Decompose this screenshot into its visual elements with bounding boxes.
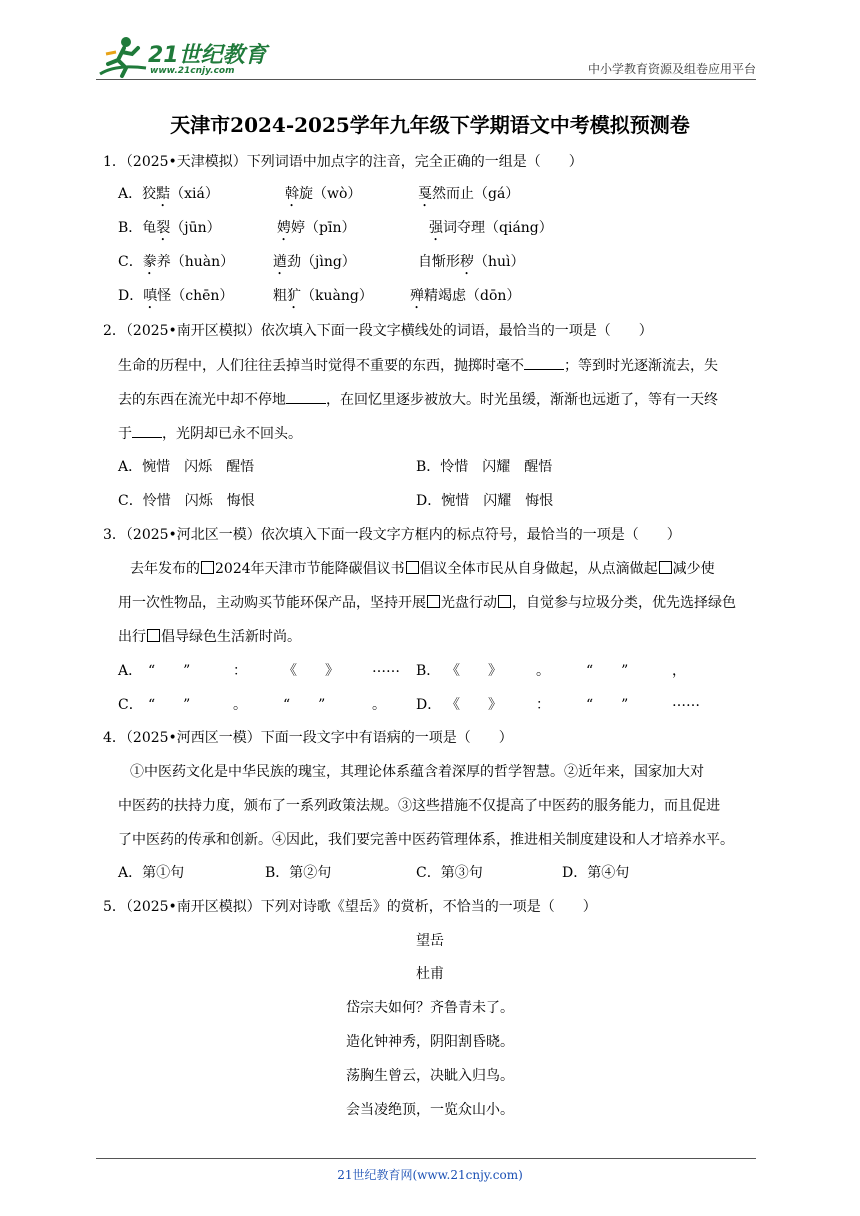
q1-option-a: A．狡黠（xiá） — [118, 186, 219, 202]
q1-option-c-2: 遒劲（jìng） — [273, 254, 356, 270]
q2-stem: 2．（2025•南开区模拟）依次填入下面一段文字横线处的词语，最恰当的一项是（ ） — [103, 323, 653, 339]
logo-url: www.21cnjy.com — [150, 66, 235, 76]
poem-line: 岱宗夫如何？齐鲁青未了。 — [346, 1000, 514, 1016]
q1-option-b-3: 强词夺理（qiáng） — [429, 220, 553, 236]
q1-option-d: D．嗔怪（chēn） — [118, 288, 234, 304]
q3-option-d-3: “ ” — [586, 697, 629, 713]
q2-passage-line-1: 生命的历程中，人们往往丢掉当时觉得不重要的东西，抛掷时毫不 ；等到时光逐渐流去，失 — [118, 355, 718, 375]
q3-box-4 — [427, 595, 440, 608]
q3-option-a-2: ： — [233, 663, 247, 679]
q1-option-d-3: 殚精竭虑（dōn） — [410, 288, 521, 304]
q3-option-c-label: C． — [118, 697, 143, 713]
q1-option-b: B．龟裂（jūn） — [118, 220, 221, 236]
q3-stem: 3．（2025•河北区一模）依次填入下面一段文字方框内的标点符号，最恰当的一项是（ ） — [103, 527, 681, 543]
q3-option-b-2: 。 — [536, 663, 550, 679]
poem-line: 造化钟神秀，阴阳割昏晓。 — [346, 1034, 514, 1050]
q4-option-a: A．第①句 — [118, 865, 185, 881]
q3-option-d-4: …… — [672, 694, 700, 710]
poem-line: 会当凌绝顶，一览众山小。 — [346, 1102, 514, 1118]
footer-divider — [96, 1158, 756, 1159]
q3-option-c-2: 。 — [233, 697, 247, 713]
q2-option-b: B．怜惜 闪耀 醒悟 — [416, 459, 553, 475]
q2-passage-line-2: 去的东西在流光中却不停地 ，在回忆里逐步被放大。时光虽缓，渐渐也远逝了，等有一天终 — [118, 389, 718, 409]
q1-option-a-3: 戛然而止（gá） — [418, 186, 520, 202]
q3-option-a-label: A． — [118, 663, 143, 679]
q3-option-c-1: “ ” — [148, 697, 191, 713]
q2-option-a: A．惋惜 闪烁 醒悟 — [118, 459, 255, 475]
q4-option-d: D．第④句 — [562, 865, 630, 881]
header-divider — [96, 79, 756, 80]
q2-blank-2 — [286, 389, 326, 404]
q4-passage-line-2: 中医药的扶持力度，颁布了一系列政策法规。③这些措施不仅提高了中医药的服务能力，而且促进 — [118, 798, 720, 814]
q3-box-1 — [201, 561, 214, 574]
q5-stem: 5．（2025•南开区模拟）下列对诗歌《望岳》的赏析，不恰当的一项是（ ） — [103, 899, 597, 915]
q3-option-a-3: 《 》 — [283, 663, 339, 679]
q1-stem: 1．（2025•天津模拟）下列词语中加点字的注音，完全正确的一组是（ ） — [103, 154, 583, 170]
q3-passage-line-1: 去年发布的 2024年天津市节能降碳倡议书 倡议全体市民从自身做起，从点滴做起 减少使 — [130, 561, 715, 577]
page-title: 天津市2024-2025学年九年级下学期语文中考模拟预测卷 — [170, 113, 690, 137]
q3-option-d-label: D． — [416, 697, 442, 713]
q1-option-a-2: 斡旋（wò） — [285, 186, 362, 202]
q3-passage-line-2: 用一次性物品，主动购买节能环保产品，坚持开展 光盘行动 ，自觉参与垃圾分类，优先选择绿色 — [118, 595, 736, 611]
q3-box-3 — [659, 561, 672, 574]
logo-text: 21世纪教育 — [148, 43, 267, 68]
q3-option-a-4: …… — [372, 660, 400, 676]
q3-box-5 — [498, 595, 511, 608]
q3-box-6 — [147, 629, 160, 642]
q1-option-d-2: 粗犷（kuàng） — [273, 288, 373, 304]
q3-option-b-label: B． — [416, 663, 441, 679]
q2-option-c: C．怜惜 闪烁 悔恨 — [118, 493, 255, 509]
q3-option-b-3: “ ” — [586, 663, 629, 679]
q3-option-c-3: “ ” — [283, 697, 326, 713]
q1-option-c: C．豢养（huàn） — [118, 254, 235, 270]
q2-blank-3 — [132, 423, 162, 438]
q4-stem: 4．（2025•河西区一模）下面一段文字中有语病的一项是（ ） — [103, 730, 513, 746]
q2-passage-line-3: 于 ，光阴却已永不回头。 — [118, 423, 302, 443]
runner-logo-icon — [96, 34, 152, 80]
q3-option-a-1: “ ” — [148, 663, 191, 679]
q1-option-b-2: 娉婷（pīn） — [277, 220, 356, 236]
q4-option-c: C．第③句 — [416, 865, 483, 881]
q3-option-d-1: 《 》 — [446, 697, 502, 713]
q4-passage-line-1: ①中医药文化是中华民族的瑰宝，其理论体系蕴含着深厚的哲学智慧。②近年来，国家加大对 — [130, 764, 704, 780]
q4-option-b: B．第②句 — [265, 865, 332, 881]
q3-option-b-1: 《 》 — [446, 663, 502, 679]
footer-link[interactable]: 21世纪教育网(www.21cnjy.com) — [337, 1168, 523, 1182]
poem-author: 杜甫 — [416, 966, 444, 982]
q2-blank-1 — [524, 355, 564, 370]
q3-option-c-4: 。 — [372, 697, 386, 713]
q3-passage-line-3: 出行 倡导绿色生活新时尚。 — [118, 629, 301, 645]
q3-option-d-2: ： — [536, 697, 550, 713]
q2-option-d: D．惋惜 闪耀 悔恨 — [416, 493, 554, 509]
q3-option-b-4: ， — [672, 663, 686, 679]
platform-name: 中小学教育资源及组卷应用平台 — [587, 62, 756, 76]
q4-passage-line-3: 了中医药的传承和创新。④因此，我们要完善中医药管理体系，推进相关制度建设和人才培养水平。 — [118, 832, 734, 848]
q1-option-c-3: 自惭形秽（huì） — [418, 254, 525, 270]
poem-line: 荡胸生曾云，决眦入归鸟。 — [346, 1068, 514, 1084]
q3-box-2 — [406, 561, 419, 574]
poem-title: 望岳 — [416, 933, 444, 949]
